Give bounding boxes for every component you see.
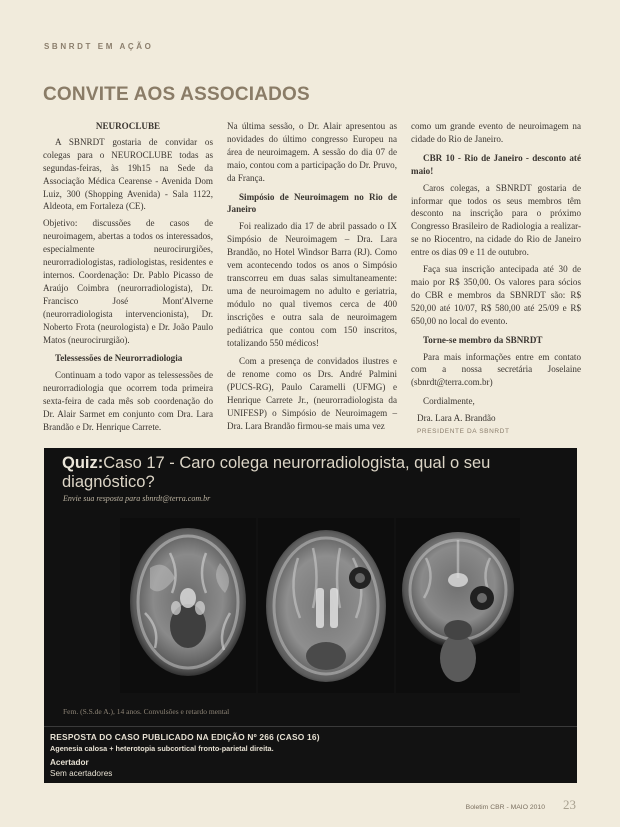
signature-name: Dra. Lara A. Brandão <box>417 413 496 424</box>
heading-telessessoes: Telessessões de Neurorradiologia <box>55 353 183 364</box>
page-number: 23 <box>563 797 576 812</box>
answer-panel <box>44 726 577 783</box>
quiz-label: Quiz: <box>62 454 104 472</box>
section-label: SBNRDT EM AÇÃO <box>44 42 154 51</box>
paragraph: Continuam a todo vapor as telessessões de neurorradiologia que ocorrem toda primeira sexta-feira de cada mês sob coordenação do Dr. Alair Sarmet em conjunto com Dra. Lara Brandão e Dr. Henrique Carrete. <box>43 370 213 432</box>
heading-cbr: CBR 10 - Rio de Janeiro - desconto até maio! <box>411 152 581 176</box>
heading-neuroclube: NEUROCLUBE <box>95 121 161 131</box>
signature-role: PRESIDENTE DA SBNRDT <box>417 428 510 436</box>
quiz-panel <box>44 448 577 726</box>
answer-heading: RESPOSTA DO CASO PUBLICADO NA EDIÇÃO Nº 266 (CASO 16) <box>50 732 320 742</box>
paragraph: Para mais informações entre em contato com a nossa secretária Joselaine (sbnrdt@terra.com.br) <box>411 351 581 388</box>
answer-label: Acertador <box>50 758 89 767</box>
closing: Cordialmente, <box>423 396 475 407</box>
article-columns <box>43 120 581 436</box>
paragraph: como um grande evento de neuroimagem na cidade do Rio de Janeiro. <box>411 121 581 144</box>
mri-image-axial-2 <box>258 518 394 693</box>
column-2 <box>227 120 397 432</box>
mri-image-axial-1 <box>120 518 256 693</box>
heading-membro: Torne-se membro da SBNRDT <box>423 334 543 345</box>
quiz-subtitle: Envie sua resposta para sbnrdt@terra.com.br <box>63 494 211 503</box>
paragraph: Na última sessão, o Dr. Alair apresentou as novidades do último congresso Europeu na área de neuroimagem. A sessão do dia 07 de maio, contou com a participação do Dr. Pruvo, da França. <box>227 121 397 183</box>
paragraph: Objetivo: discussões de casos de neuroimagem, abertas a todos os interessados, especialmente neurocirurgiões, neurorradiologistas, radiologistas, residentes e internos. Coordenação: Dr. Pablo Picasso de Araújo Coimbra (neurorradiologista), Dr. Francisco José Mont'Alverne (neurorradiologista intervencionista), Dr. Noberto Frota (neurologista) e Dr. João Paulo Matos (neurocirurgião). <box>43 218 213 345</box>
quiz-question: Caso 17 - Caro colega neurorradiologista, qual o seu diagnóstico? <box>62 454 491 491</box>
answer-value: Sem acertadores <box>50 769 113 778</box>
column-1 <box>43 120 213 432</box>
quiz-title <box>62 454 502 492</box>
paragraph: Com a presença de convidados ilustres e de renome como os Drs. André Palmini (PUCS-RG), Paulo Caramelli (UFMG) e Henrique Carrete Jr., (neurorradiologista da UNIFESP) o Simpósio de Neuroimagem – Dra. Lara Brandão firmou-se mais uma vez <box>227 356 397 431</box>
quiz-caption: Fem. (S.S.de A.), 14 anos. Convulsões e retardo mental <box>63 707 230 716</box>
mri-image-coronal <box>396 518 520 693</box>
paragraph: A SBNRDT gostaria de convidar os colegas para o NEUROCLUBE todas as segundas-feiras, às 19h15 na Sede da Associação Médica Cearense - Avenida Dom Luiz, 300 (Shopping Avenida) - Sala 1122, Aldeota, em Fortaleza (CE). <box>43 136 213 212</box>
column-3 <box>411 120 581 436</box>
footer-publication: Boletim CBR - MAIO 2010 <box>465 804 545 811</box>
page-title: CONVITE AOS ASSOCIADOS <box>43 84 310 105</box>
paragraph: Faça sua inscrição antecipada até 30 de maio por R$ 350,00. Os valores para sócios do CBR e membros da SBNRDT são: R$ 520,00 até 10/07, R$ 580,00 até 25/09 e R$ 650,00 no local do evento. <box>411 264 581 326</box>
answer-diagnosis: Agenesia calosa + heterotopia subcortical fronto-parietal direita. <box>50 744 274 753</box>
heading-simposio: Simpósio de Neuroimagem no Rio de Janeiro <box>227 191 397 215</box>
paragraph: Foi realizado dia 17 de abril passado o IX Simpósio de Neuroimagem – Dra. Lara Brandão, no Hotel Windsor Barra (RJ). Como vem acontecendo todos os anos o Simpósio transcorreu em duas salas simultaneamente: uma de neuroimagem no adulto e geriatria, módulo no qual tivemos cerca de 400 inscrições e outra sala de neuroimagem pediátrica que contou com 150 inscritos, totalizando 550 médicos! <box>227 221 397 348</box>
paragraph: Caros colegas, a SBNRDT gostaria de informar que todos os seus membros têm desconto na inscrição para o próximo Congresso Brasileiro de Radiologia a realizar-se no Riocentro, na cidade do Rio de Janeiro entre os dias 09 e 11 de outubro. <box>411 182 581 258</box>
